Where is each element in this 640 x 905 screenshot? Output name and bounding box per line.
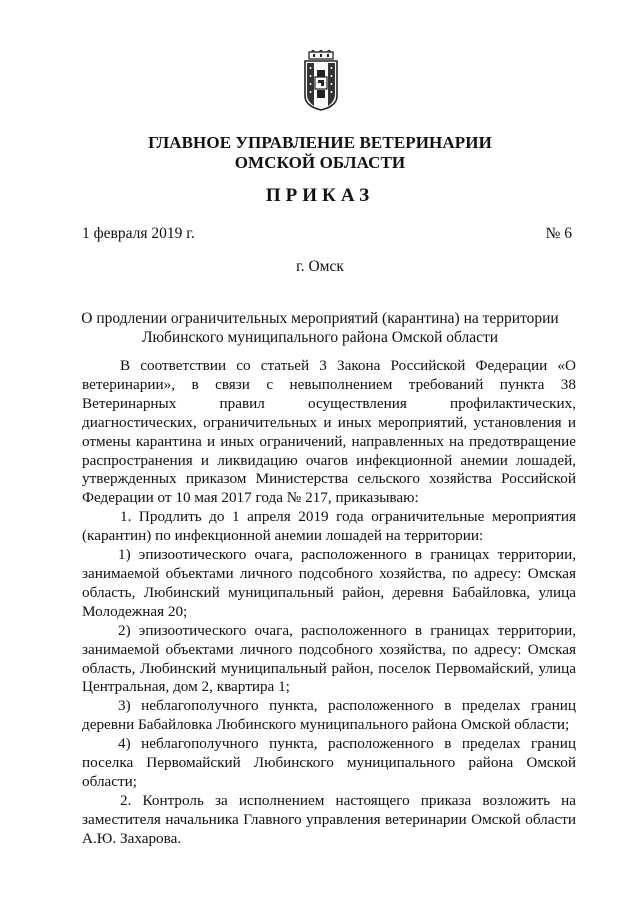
document-type-title: ПРИКАЗ [265, 185, 375, 206]
body-paragraph-preamble: В соответствии со статьей 3 Закона Российской Федерации «О ветеринарии», в связи с невыполнением требований пункта 38 Ветеринарных правил осуществления профилактических, диагностических, ограничительных и иных мероприятий, установления и отмены карантина и иных ограничений, направленных на предотвращение распространения и ликвидацию очагов инфекционной анемии лошадей, утвержденных приказом Министерства сельского хозяйства Российской Федерации от 10 мая 2017 года № 217, приказываю: [82, 357, 576, 507]
body-subitem-3: 3) неблагополучного пункта, расположенного в пределах границ деревни Бабайловка Любинского муниципального района Омской области; [82, 697, 576, 734]
body-subitem-2: 2) эпизоотического очага, расположенного в границах территории, занимаемой объектами личного подсобного хозяйства, по адресу: Омская область, Любинский муниципальный район, поселок Первомайский, улица Центральная, дом 2, квартира 1; [82, 621, 576, 696]
body-paragraph-item-2: 2. Контроль за исполнением настоящего приказа возложить на заместителя начальника Главного управления ветеринарии Омской области А.Ю. Захарова. [82, 791, 576, 847]
body-paragraph-item-1: 1. Продлить до 1 апреля 2019 года ограничительные мероприятия (карантин) по инфекционной анемии лошадей на территории: [82, 508, 576, 545]
document-body [82, 357, 576, 849]
document-date: 1 февраля 2019 г. [82, 225, 195, 242]
body-subitem-4: 4) неблагополучного пункта, расположенного в пределах границ поселка Первомайский Любинского муниципального района Омской области; [82, 735, 576, 790]
organization-name-line2: ОМСКОЙ ОБЛАСТИ [234, 153, 406, 172]
omsk-coat-of-arms-icon [302, 50, 340, 114]
document-city: г. Омск [296, 258, 344, 275]
body-subitem-1: 1) эпизоотического очага, расположенного в границах территории, занимаемой объектами личного подсобного хозяйства, по адресу: Омская область, Любинский муниципальный район, деревня Бабайловка, улица Молодежная 20; [82, 546, 576, 620]
document-number: № 6 [545, 225, 572, 242]
organization-name-line1: ГЛАВНОЕ УПРАВЛЕНИЕ ВЕТЕРИНАРИИ [148, 133, 492, 152]
document-subject: О продлении ограничительных мероприятий (карантина) на территории Любинского муниципального района Омской области [81, 310, 559, 346]
